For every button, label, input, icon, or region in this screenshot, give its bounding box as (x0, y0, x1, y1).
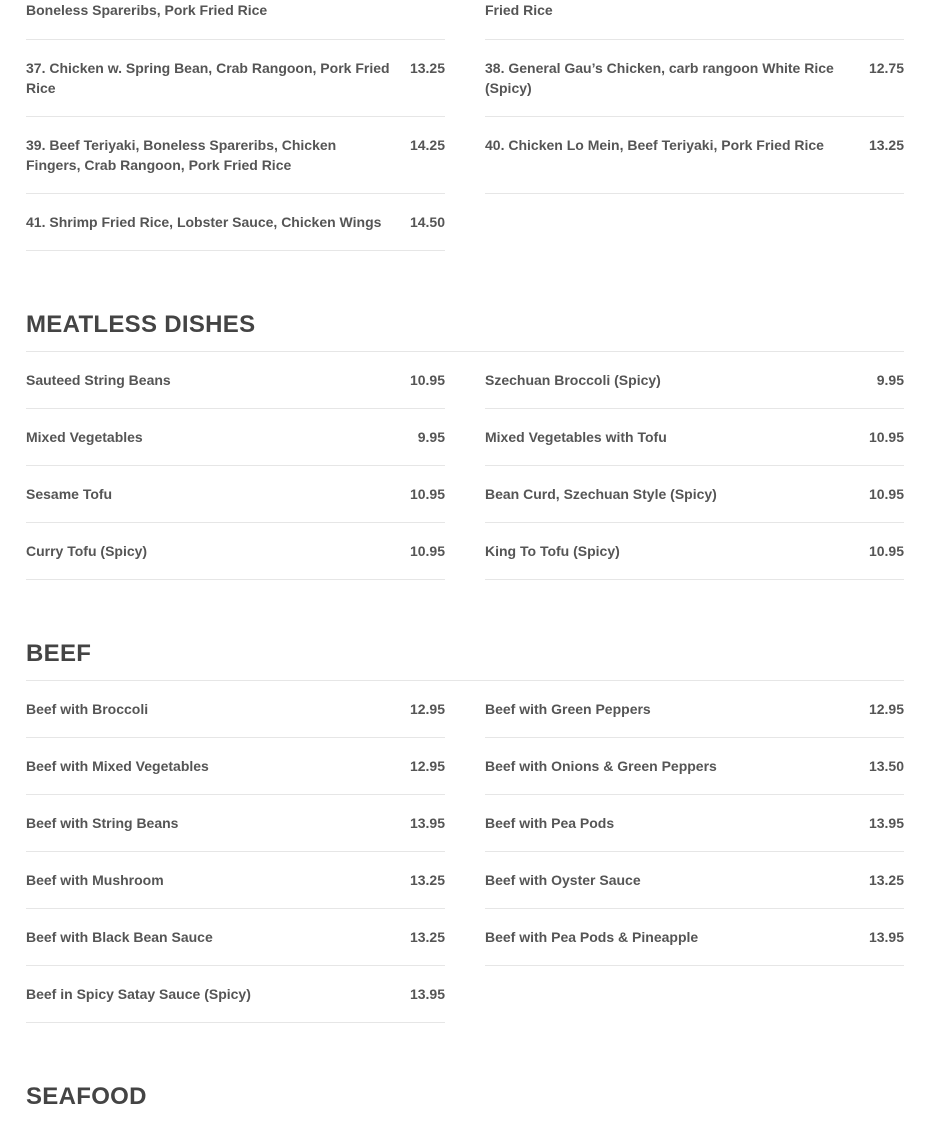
menu-item[interactable] (485, 909, 904, 966)
menu-item-name: King To Tofu (Spicy) (485, 543, 620, 559)
menu-item-price: 12.95 (409, 758, 445, 774)
menu-item[interactable] (485, 117, 904, 194)
menu-item-price: 12.95 (409, 701, 445, 717)
menu-item-price: 13.95 (409, 815, 445, 831)
menu-item-name: Fried Rice (485, 2, 553, 18)
menu-item-price: 10.95 (868, 429, 904, 445)
menu-item[interactable] (26, 738, 445, 795)
menu-item-name: Beef with Broccoli (26, 701, 149, 717)
combos-left-column (26, 0, 445, 251)
menu-item-price: 13.25 (868, 872, 904, 888)
menu-item[interactable] (485, 0, 904, 40)
menu-item[interactable] (26, 852, 445, 909)
menu-item-price: 13.95 (409, 986, 445, 1002)
menu-item-price: 13.25 (409, 929, 445, 945)
menu-item[interactable] (26, 117, 445, 194)
menu-item-name: Sauteed String Beans (26, 372, 171, 388)
section-title: MEATLESS DISHES (26, 309, 904, 352)
menu-item-name: Mixed Vegetables with Tofu (485, 429, 667, 445)
menu-item[interactable] (485, 466, 904, 523)
section-beef (26, 638, 904, 1023)
menu-item-price: 14.50 (409, 214, 445, 230)
meatless-left-column (26, 352, 445, 580)
menu-item-price: 9.95 (876, 372, 904, 388)
menu-item[interactable] (485, 409, 904, 466)
menu-item[interactable] (26, 40, 445, 117)
menu-item[interactable] (26, 523, 445, 580)
menu-item-price: 13.50 (868, 758, 904, 774)
menu-item[interactable] (26, 409, 445, 466)
menu-item-name: 37. Chicken w. Spring Bean, Crab Rangoon, Pork Fried Rice (26, 60, 390, 96)
menu-item-name: Beef with Onions & Green Peppers (485, 758, 717, 774)
menu-item-name: 40. Chicken Lo Mein, Beef Teriyaki, Pork Fried Rice (485, 137, 824, 153)
menu-item-name: Beef with String Beans (26, 815, 179, 831)
menu-item[interactable] (485, 795, 904, 852)
menu-item-name: Beef with Pea Pods (485, 815, 615, 831)
menu-item-name: 38. General Gau’s Chicken, carb rangoon White Rice (Spicy) (485, 60, 834, 96)
menu-item[interactable] (485, 738, 904, 795)
section-meatless (26, 309, 904, 580)
menu-item-price: 12.75 (868, 60, 904, 76)
beef-left-column (26, 681, 445, 1023)
menu-item-name: 41. Shrimp Fried Rice, Lobster Sauce, Chicken Wings (26, 214, 382, 230)
menu-item[interactable] (26, 352, 445, 409)
menu-item-name: Beef with Mixed Vegetables (26, 758, 209, 774)
menu-item[interactable] (26, 795, 445, 852)
menu-item-name: Curry Tofu (Spicy) (26, 543, 148, 559)
menu-item[interactable] (26, 966, 445, 1023)
section-combos (26, 0, 904, 251)
menu-item-name: Beef with Mushroom (26, 872, 164, 888)
menu-item[interactable] (485, 852, 904, 909)
menu-item-name: Sesame Tofu (26, 486, 113, 502)
menu-item[interactable] (485, 523, 904, 580)
section-seafood (26, 1081, 904, 1123)
menu-item-name: Bean Curd, Szechuan Style (Spicy) (485, 486, 717, 502)
menu-item-name: 39. Beef Teriyaki, Boneless Spareribs, Chicken Fingers, Crab Rangoon, Pork Fried Rice (26, 137, 337, 173)
menu-item-price: 13.95 (868, 929, 904, 945)
beef-right-column (485, 681, 904, 1023)
menu-item-name: Boneless Spareribs, Pork Fried Rice (26, 2, 268, 18)
menu-item-name: Beef with Black Bean Sauce (26, 929, 213, 945)
menu-item[interactable] (485, 352, 904, 409)
menu-item-name: Mixed Vegetables (26, 429, 143, 445)
menu-item-price: 12.95 (868, 701, 904, 717)
menu-item[interactable] (26, 909, 445, 966)
menu-container (26, 0, 904, 1123)
menu-item-price: 10.95 (868, 486, 904, 502)
menu-item-price: 13.25 (868, 137, 904, 153)
menu-item-name: Beef with Pea Pods & Pineapple (485, 929, 699, 945)
section-title: BEEF (26, 638, 904, 681)
menu-item-price: 13.95 (868, 815, 904, 831)
section-title: SEAFOOD (26, 1083, 147, 1110)
menu-item[interactable] (26, 466, 445, 523)
menu-item-price: 10.95 (868, 543, 904, 559)
menu-item-name: Beef with Green Peppers (485, 701, 651, 717)
menu-item-price: 9.95 (417, 429, 445, 445)
menu-item-price: 10.95 (409, 372, 445, 388)
menu-item[interactable] (485, 40, 904, 117)
combos-right-column (485, 0, 904, 251)
meatless-right-column (485, 352, 904, 580)
menu-item-name: Szechuan Broccoli (Spicy) (485, 372, 661, 388)
menu-item[interactable] (26, 0, 445, 40)
menu-item[interactable] (26, 194, 445, 251)
menu-item-price: 13.25 (409, 60, 445, 76)
menu-item[interactable] (26, 681, 445, 738)
menu-item-price: 13.25 (409, 872, 445, 888)
menu-item-name: Beef in Spicy Satay Sauce (Spicy) (26, 986, 251, 1002)
menu-item-price: 10.95 (409, 486, 445, 502)
menu-item-price: 14.25 (409, 137, 445, 153)
menu-item[interactable] (485, 681, 904, 738)
menu-item-price: 10.95 (409, 543, 445, 559)
menu-item-name: Beef with Oyster Sauce (485, 872, 641, 888)
